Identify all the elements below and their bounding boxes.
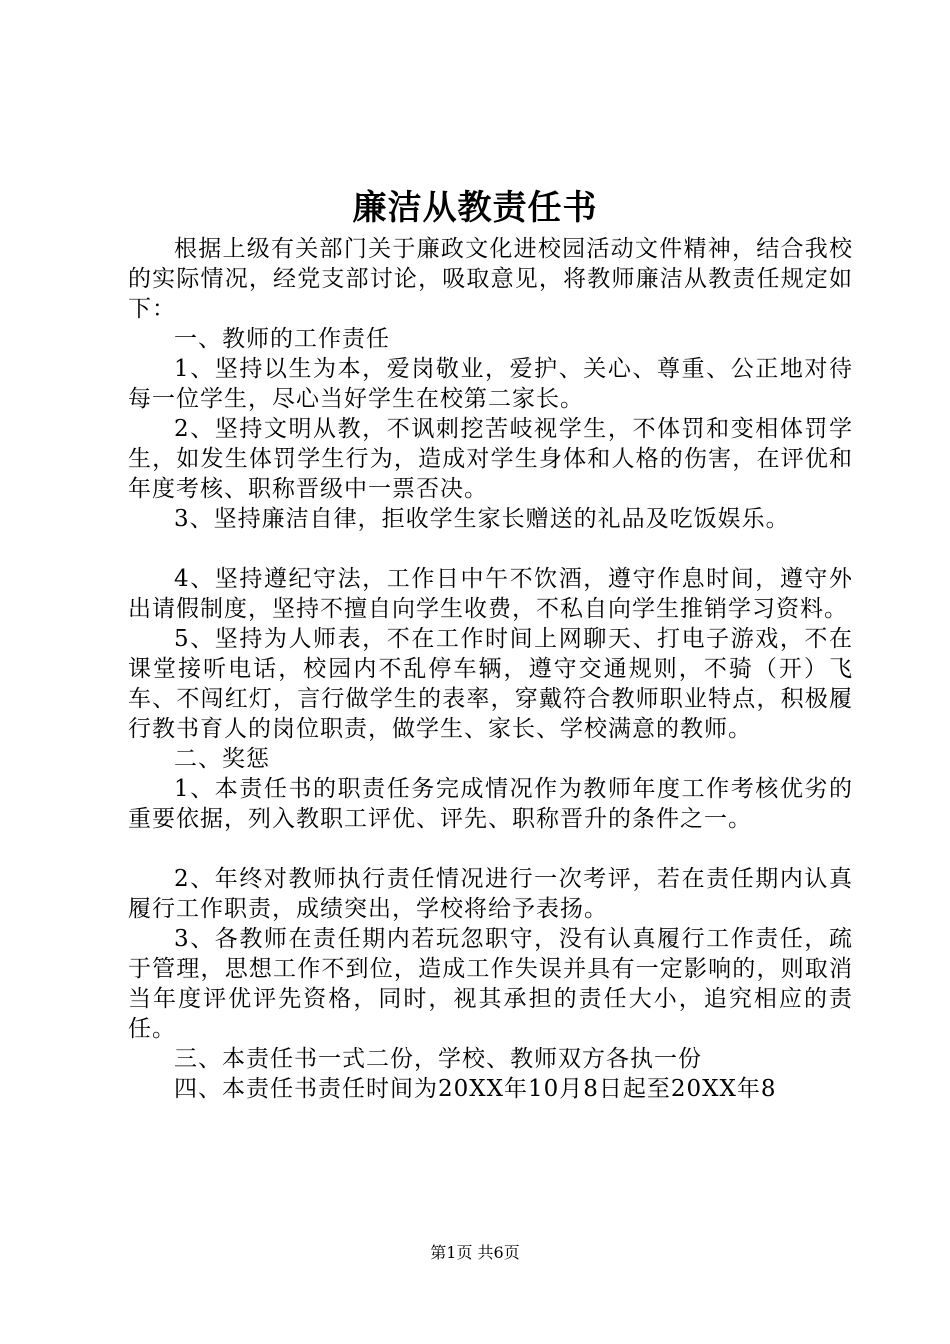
page-number: 第1页 共6页 [430,1243,520,1262]
paragraph-item-3: 3、坚持廉洁自律，拒收学生家长赠送的礼品及吃饭娱乐。 [174,506,790,532]
section-heading-1: 一、教师的工作责任 [174,326,390,352]
section-heading-2: 二、奖惩 [174,746,270,772]
paragraph-item-4: 4、坚持遵纪守法，工作日中午不饮酒，遵守作息时间，遵守外出请假制度，坚持不擅自向学生收费，不私自向学生推销学习资料。 [128,566,853,622]
paragraph-intro: 根据上级有关部门关于廉政文化进校园活动文件精神，结合我校的实际情况，经党支部讨论，吸取意见，将教师廉洁从教责任规定如下： [128,236,853,322]
section-heading-3: 三、本责任书一式二份，学校、教师双方各执一份 [174,1046,702,1072]
paragraph-reward-3: 3、各教师在责任期内若玩忽职守，没有认真履行工作责任，疏于管理，思想工作不到位，造成工作失误并具有一定影响的，则取消当年度评优评先资格，同时，视其承担的责任大小，追究相应的责任。 [128,926,853,1042]
paragraph-item-5: 5、坚持为人师表，不在工作时间上网聊天、打电子游戏，不在课堂接听电话，校园内不乱停车辆，遵守交通规则，不骑（开）飞车、不闯红灯，言行做学生的表率，穿戴符合教师职业特点，积极履行教书育人的岗位职责，做学生、家长、学校满意的教师。 [128,626,853,742]
paragraph-reward-1: 1、本责任书的职责任务完成情况作为教师年度工作考核优劣的重要依据，列入教职工评优、评先、职称晋升的条件之一。 [128,776,853,832]
paragraph-item-2: 2、坚持文明从教，不讽刺挖苦岐视学生，不体罚和变相体罚学生，如发生体罚学生行为，造成对学生身体和人格的伤害，在评优和年度考核、职称晋级中一票否决。 [128,416,853,502]
paragraph-reward-2: 2、年终对教师执行责任情况进行一次考评，若在责任期内认真履行工作职责，成绩突出，学校将给予表扬。 [128,866,853,922]
section-heading-4: 四、本责任书责任时间为20XX年10月8日起至20XX年8 [174,1076,777,1102]
document-title: 廉洁从教责任书 [352,188,598,228]
paragraph-item-1: 1、坚持以生为本，爱岗敬业，爱护、关心、尊重、公正地对待每一位学生，尽心当好学生在校第二家长。 [128,356,853,412]
document-body [128,234,853,1104]
